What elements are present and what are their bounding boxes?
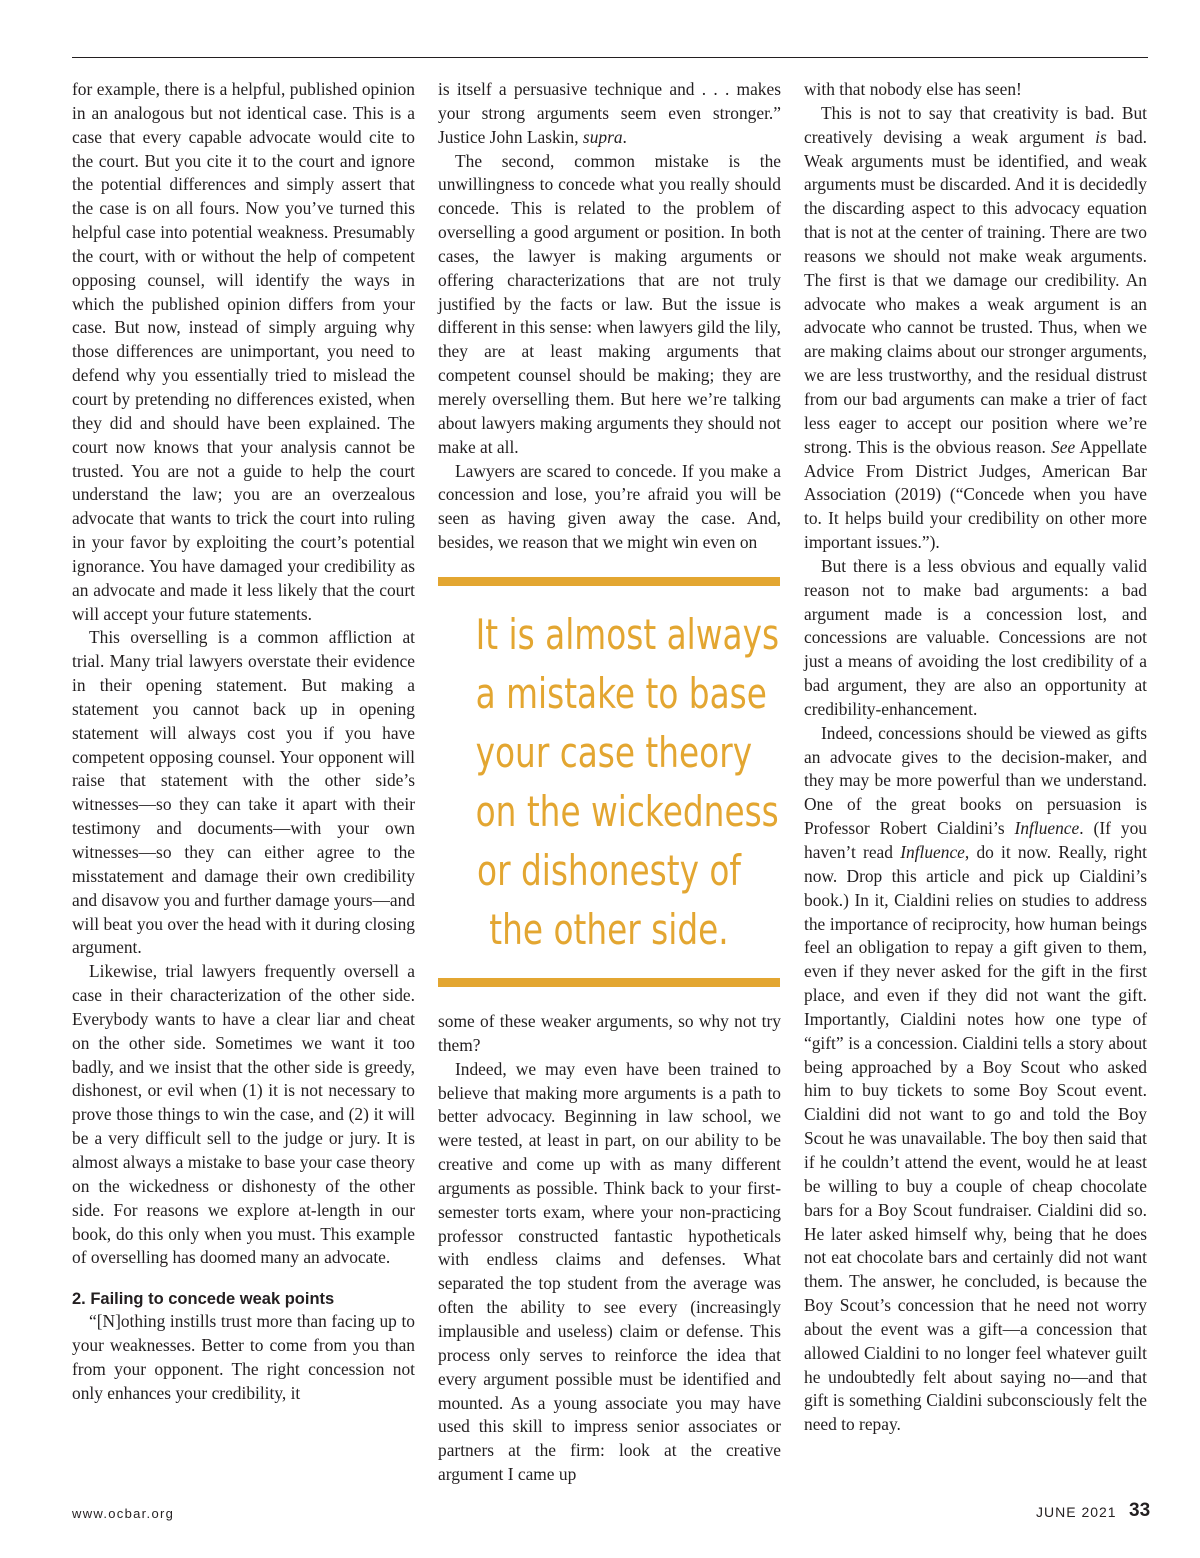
footer-issue-date: JUNE 2021 <box>1036 1504 1117 1520</box>
paragraph: Lawyers are scared to concede. If you make a concession and lose, you’re afraid you will be seen as having given away the case. And, besides, we reason that we might win even on <box>438 460 781 553</box>
paragraph: Indeed, concessions should be viewed as gifts an advocate gives to the decision-maker, and they may be more powerful than we understand. One of the great books on persuasion is Professor Robert Cialdini’s Influence. (If you haven’t read Influence, do it now. Really, right now. Drop this article and pick up Cialdini’s book.) In it, Cialdini relies on studies to address the importance of reciprocity, how human beings feel an obligation to repay a gift given to them, even if they never asked for the gift in the first place, and even if they did not want the gift. Importantly, Cialdini notes how one type of “gift” is a concession. Cialdini tells a story about being approached by a Boy Scout who asked him to buy tickets to some Boy Scout event. Cialdini did not want to go and told the Boy Scout he was unavailable. The boy then said that if he couldn’t attend the event, would he at least be willing to buy a couple of cheap chocolate bars for a Boy Scout fundraiser. Cialdini did so. He later asked himself why, being that he does not eat chocolate bars and certainly did not want them. The answer, he concluded, is because the Boy Scout’s concession that he need not worry about the event was a gift—a concession that allowed Cialdini to no longer feel whatever guilt he undoubtedly felt about saying no—and that gift is something Cialdini subconsciously felt the need to repay. <box>804 722 1147 1435</box>
top-rule <box>72 57 1148 58</box>
paragraph: The second, common mistake is the unwillingness to concede what you really should concede. This is related to the problem of overselling a good argument or position. In both cases, the lawyer is making arguments or offering characterizations that are not truly justified by the facts or law. But the issue is different in this sense: when lawyers gild the lily, they are at least making arguments that competent counsel should be making; they are merely overselling them. But here we’re talking about lawyers making arguments they should not make at all. <box>438 150 781 457</box>
column-1 <box>72 78 415 1406</box>
pull-quote-bottom-rule <box>438 978 780 987</box>
paragraph: with that nobody else has seen! <box>804 79 1022 99</box>
paragraph: “[N]othing instills trust more than facing up to your weaknesses. Better to come from you than from your opponent. The right concession not only enhances your credibility, it <box>72 1311 415 1403</box>
footer-website: www.ocbar.org <box>72 1506 175 1521</box>
paragraph: But there is a less obvious and equally valid reason not to make bad arguments: a bad argument made is a concession lost, and concessions are valuable. Concessions are not just a means of avoiding the lost credibility of a bad argument, they are also an opportunity at credibility-enhancement. <box>804 555 1147 719</box>
column-3 <box>804 78 1147 1437</box>
pull-quote-text: It is almost always a mistake to base your case theory on the wickedness or dishonesty of the other side. <box>475 610 780 954</box>
paragraph: Indeed, we may even have been trained to believe that making more arguments is a path to better advocacy. Beginning in law school, we were tested, at least in part, on our ability to be creative and come up with as many different arguments as possible. Think back to your first-semester torts exam, where your non-practicing professor constructed fantastic hypotheticals with endless claims and defenses. What separated the top student from the average was often the ability to see every (increasingly implausible and useless) claim or defense. This process only serves to reinforce the idea that every argument possible must be identified and mounted. As a young associate you may have used this skill to impress senior associates or partners at the firm: look at the creative argument I came up <box>438 1058 781 1485</box>
column-2-bottom <box>438 1010 781 1487</box>
paragraph: This is not to say that creativity is bad. But creatively devising a weak argument is bad. Weak arguments must be identified, and weak arguments must be discarded. And it is decidedly the discarding aspect to this advocacy equation that is not at the center of training. There are two reasons we should not make weak arguments. The first is that we damage our credibility. An advocate who makes a weak argument is an advocate who cannot be trusted. Thus, when we are making claims about our stronger arguments, we are less trustworthy, and the residual distrust from our bad arguments can make a trier of fact less eager to accept our position where we’re strong. This is the obvious reason. See Appellate Advice From District Judges, American Bar Association (2019) (“Concede when you have to. It helps build your credibility on other more important issues.”). <box>804 102 1147 553</box>
column-2-top <box>438 78 781 555</box>
pull-quote-top-rule <box>438 577 780 586</box>
paragraph: some of these weaker arguments, so why not try them? <box>438 1011 781 1055</box>
paragraph: is itself a persuasive technique and . . . makes your strong arguments seem even stronger.” Justice John Laskin, supra. <box>438 79 781 147</box>
pull-quote <box>438 577 780 987</box>
paragraph: Likewise, trial lawyers frequently oversell a case in their characterization of the other side. Everybody wants to have a clear liar and cheat on the other side. Sometimes we want it too badly, and we insist that the other side is greedy, dishonest, or evil when (1) it is not necessary to prove those things to win the case, and (2) it will be a very difficult sell to the judge or jury. It is almost always a mistake to base your case theory on the wickedness or dishonesty of the other side. For reasons we explore at-length in our book, do this only when you must. This example of overselling has doomed many an advocate. <box>72 961 415 1268</box>
paragraph: This overselling is a common affliction at trial. Many trial lawyers overstate their evidence in their opening statement. But making a statement you cannot back up in opening statement will always cost you if you have competent opposing counsel. Your opponent will raise that statement with the other side’s witnesses—so they can take it apart with their testimony and documents—with your own witnesses—so they can either agree to the misstatement and damage their own credibility and disavow you and further damage yours—and will beat you over the head with it during closing argument. <box>72 627 415 958</box>
page-number: 33 <box>1129 1500 1151 1521</box>
paragraph: for example, there is a helpful, published opinion in an analogous but not identical case. This is a case that every capable advocate would cite to the court. But you cite it to the court and ignore the potential differences and simply assert that the case is on all fours. Now you’ve turned this helpful case into potential weakness. Presumably the court, with or without the help of competent opposing counsel, will identify the ways in which the published opinion differs from your case. But now, instead of simply arguing why those differences are unimportant, you need to defend why you essentially tried to mislead the court by pretending no differences existed, when they did and should have been explained. The court now knows that your analysis cannot be trusted. You are not a guide to help the court understand the law; you are an overzealous advocate that wants to trick the court into ruling in your favor by exploiting the court’s potential ignorance. You have damaged your credibility as an advocate and made it less likely that the court will accept your future statements. <box>72 79 415 624</box>
section-heading: 2. Failing to concede weak points <box>72 1290 335 1309</box>
